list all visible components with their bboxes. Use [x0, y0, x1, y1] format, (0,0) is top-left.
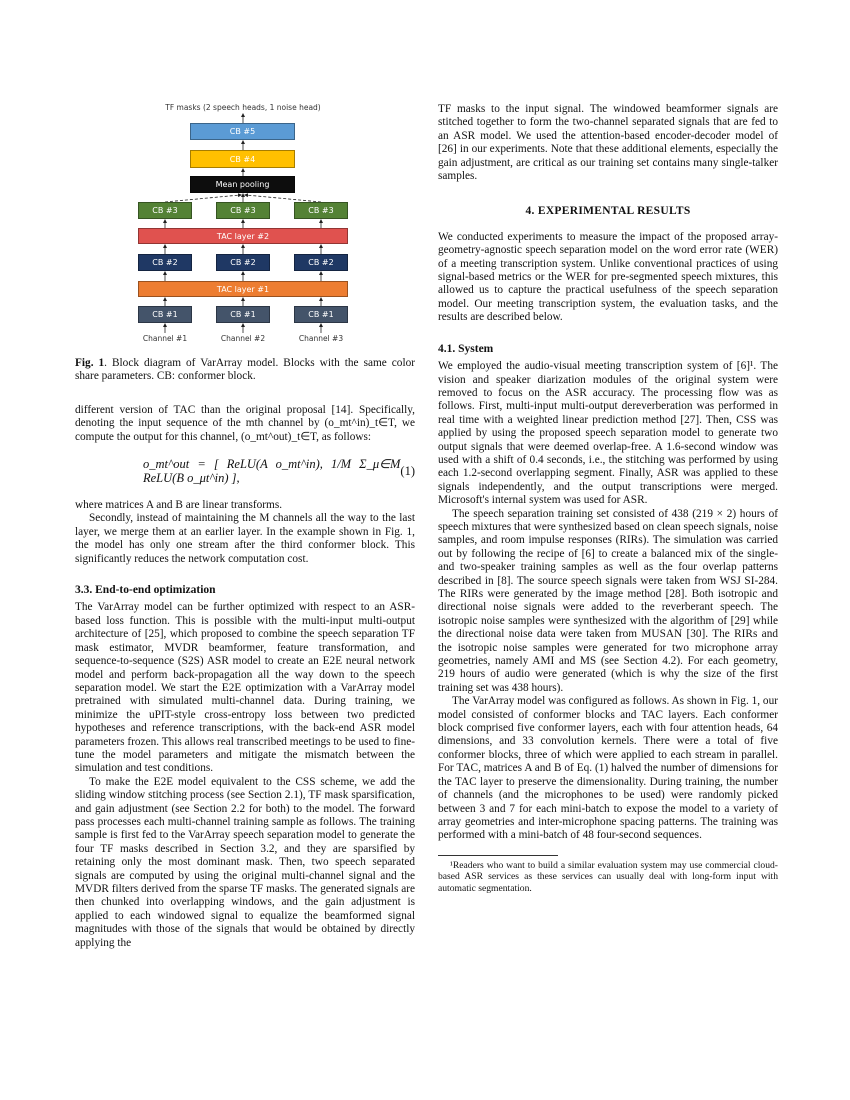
- tac-layer-2-block: TAC layer #2: [138, 228, 348, 244]
- cb2-block-2: CB #2: [216, 254, 270, 271]
- paragraph: where matrices A and B are linear transforms.: [75, 499, 283, 512]
- channel-2-label: Channel #2: [220, 334, 266, 343]
- right-column: [438, 103, 778, 894]
- subsection-heading: 4.1. System: [438, 342, 494, 355]
- cb1-block-2: CB #1: [216, 306, 270, 323]
- equation-1: [75, 458, 415, 485]
- paragraph: Secondly, instead of maintaining the M channels all the way to the last layer, we merge them at an earlier layer. In the example shown in Fig. 1, the model has only one stream after the third conformer block. This significantly reduces the network computation cost.: [75, 512, 415, 565]
- tac-layer-1-block: TAC layer #1: [138, 281, 348, 297]
- footnote: ¹Readers who want to build a similar evaluation system may use commercial cloud-based ASR services as these services can usually deal with long-form input with automatic segmentation.: [438, 859, 778, 894]
- footnote-divider: [438, 855, 558, 856]
- cb2-block-1: CB #2: [138, 254, 192, 271]
- tf-masks-label: TF masks (2 speech heads, 1 noise head): [165, 103, 321, 112]
- left-column: [75, 404, 415, 950]
- paragraph: We conducted experiments to measure the impact of the proposed array-geometry-agnostic speech separation model on the word error rate (WER) of a meeting transcription system. Unlike conventional practices of using signal-based metrics or the WER for pre-segmented speech mixtures, this allowed us to capture the practical usefulness of the speech separation model. Our meeting transcription system, the evaluation tasks, and the results are described below.: [438, 230, 778, 324]
- equation-body: o_mt^out = [ ReLU(A o_mt^in), 1/M Σ_μ∈M ReLU(B o_μt^in) ],: [143, 457, 401, 485]
- mean-pooling-block: Mean pooling: [190, 176, 295, 193]
- paragraph: The VarArray model can be further optimized with respect to an ASR-based loss function. This is possible with the multi-input multi-output architecture of [25], which proposed to combine the speech separation TF mask estimator, MVDR beamformer, feature transformation, and sequence-to-sequence (S2S) ASR model to create an E2E neural network model and perform back-propagation all the way down to the speech separation model. We start the E2E optimization with a VarArray model pretrained with simulated multi-channel data. During training, we minimize the uPIT-style cross-entropy loss between two predicted hypotheses and reference transcriptions, with the back-end ASR model parameters frozen. This allows real transcribed meetings to be used to fine-tune the model parameters and mitigate the mismatch between the simulation and test conditions.: [75, 601, 415, 775]
- figure-caption: [75, 357, 415, 384]
- cb1-block-1: CB #1: [138, 306, 192, 323]
- channel-3-label: Channel #3: [298, 334, 344, 343]
- paragraph: The VarArray model was configured as follows. As shown in Fig. 1, our model consisted of conformer blocks and TAC layers. Each conformer block comprised five conformer layers, each with four attention heads, 64 dimensions, and 33 convolution kernels. There were a total of five conformer blocks, three of which were applied to each stream in parallel. For TAC, matrices A and B of Eq. (1) halved the number of dimensions for the TAC layer to preserve the dimensionality. During training, the number of channels (and the microphones to be used) were randomly picked between 3 and 7 for each mini-batch to expose the model to a variety of array geometries and inter-microphone spacing patterns. The training was performed with a mini-batch of 48 four-second sequences.: [438, 695, 778, 842]
- caption-text: . Block diagram of VarArray model. Blocks with the same color share parameters. CB: conformer block.: [75, 357, 415, 383]
- paragraph: The speech separation training set consisted of 438 (219 × 2) hours of speech mixtures that were synthesized based on clean speech signals, noise samples, and room impulse responses (RIRs). The simulation was carried out by following the recipe of [6] to create a balanced mix of the single- and two-speaker training samples as well as the four overlap patterns described in [8]. The source speech signals were taken from WSJ SI-284. The RIRs were generated by the image method [28]. Both isotropic and directional noise signals were added to the reverberant speech. The isotropic noise samples were synthesized with the algorithm of [29] while the directional noise data were taken from MUSAN [30]. The RIRs and the isotropic noise samples were generated for two microphone array geometries, namely AMI and MS (see Section 4.2). For each geometry, 219 hours of audio were generated (which is why the size of the first training set was 438 hours).: [438, 507, 778, 694]
- paragraph: different version of TAC than the original proposal [14]. Specifically, denoting the input sequence of the mth channel by (o_mt^in)_t∈T, we compute the output for this channel, (o_mt^out)_t∈T, as follows:: [75, 404, 415, 443]
- equation-number: (1): [400, 463, 415, 478]
- cb1-block-3: CB #1: [294, 306, 348, 323]
- cb4-block: CB #4: [190, 150, 295, 168]
- cb5-block: CB #5: [190, 123, 295, 140]
- cb2-block-3: CB #2: [294, 254, 348, 271]
- section-heading: 4. EXPERIMENTAL RESULTS: [525, 205, 691, 218]
- caption-label: Fig. 1: [75, 357, 105, 369]
- cb3-block-1: CB #3: [138, 202, 192, 219]
- cb3-block-3: CB #3: [294, 202, 348, 219]
- section-heading: 3.3. End-to-end optimization: [75, 584, 216, 597]
- paragraph: TF masks to the input signal. The windowed beamformer signals are stitched together to form the two-channel separated signals that are fed to an ASR model. We used the attention-based encoder-decoder model of [26] in our experiments. Note that these additional elements, especially the gain adjustment, are critical as our training set contains many single-talker samples.: [438, 103, 778, 183]
- cb3-block-2: CB #3: [216, 202, 270, 219]
- paragraph: To make the E2E model equivalent to the CSS scheme, we add the sliding window stitching process (see Section 2.1), TF mask sparsification, and gain adjustment (see Section 2.2 for both) to the model. The forward pass processes each multi-channel training sample as follows. The training sample is first fed to the VarArray speech separation model to generate the four TF masks described in Section 3.2, and they are sparsified by retaining only the most dominant mask. Then, two speech separated signals are computed by using the original multi-channel signal and the MVDR filters derived from the sparse TF masks. The generated signals are then chunked into overlapping windows, and the gain adjustment is applied to each windowed signal to equalize the beamformed signal magnitudes with those of the signals that would be obtained by directly applying the: [75, 775, 415, 949]
- channel-1-label: Channel #1: [142, 334, 188, 343]
- paragraph: We employed the audio-visual meeting transcription system of [6]¹. The vision and speaker diarization modules of the original system were removed to focus on the ASR accuracy. The processing flow was as follows. First, multi-input multi-output dereverberation was performed in real time with a weighted linear prediction method [27]. Then, CSS was applied by using the proposed speech separation model to generate two output signals that were deemed overlap-free. A 1.6-second window was used with a shift of 0.4 seconds, i.e., the stitching was performed by using each 1.2-second overlapping segment. Finally, ASR was applied to these signals independently, and the output transcriptions were merged. Microsoft's internal system was used for ASR.: [438, 360, 778, 507]
